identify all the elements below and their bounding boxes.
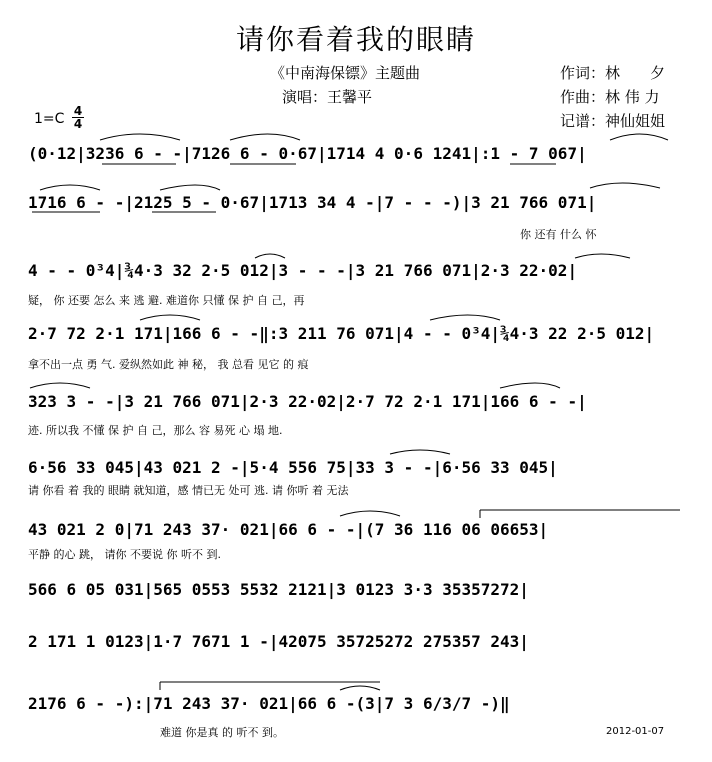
time-signature-bottom: 4 xyxy=(73,117,83,131)
tie-arc xyxy=(100,134,180,140)
score-row-6-lyrics: 请 你看 着 我的 眼睛 就知道，感 情已无 处可 逃. 请 你听 着 无法 xyxy=(28,484,349,497)
score-row-10-notes: 2176 6 - -):|71 243 37· 021|66 6 -(3|7 3 6/3/7 -)‖ xyxy=(28,694,510,713)
score-row-2-notes: 1716 6 - -|2125 5 - 0·67|1713 34 4 -|7 - - -)|3 21 766 071| xyxy=(28,193,597,212)
page-title: 请你看着我的眼睛 xyxy=(235,23,476,56)
score-row-9-notes: 2 171 1 0123|1·7 7671 1 -|42075 35725272 275357 243| xyxy=(28,632,529,651)
credit-transcriber: 记谱：神仙姐姐 xyxy=(560,112,666,130)
transcription-date: 2012-01-07 xyxy=(606,726,665,737)
score-row-10-lyrics: 难道 你是真 的 听不 到。 xyxy=(160,726,284,739)
tie-arc xyxy=(30,383,90,388)
tie-arc xyxy=(610,134,668,140)
tie-arc xyxy=(390,450,450,454)
score-row-2-lyrics: 你 还有 什么 怀 xyxy=(520,228,597,241)
tie-arc xyxy=(575,254,630,258)
tie-arc xyxy=(140,315,200,320)
score-row-4-notes: 2·7 72 2·1 171|166 6 - -‖:3 211 76 071|4 - - 0³4|¾4·3 22 2·5 012| xyxy=(28,324,655,343)
tie-arc xyxy=(40,185,100,190)
score-row-5-notes: 323 3 - -|3 21 766 071|2·3 22·02|2·7 72 2·1 171|166 6 - -| xyxy=(28,392,587,411)
time-signature-top: 4 xyxy=(73,104,83,118)
subtitle: 《中南海保镖》主题曲 xyxy=(270,64,421,82)
score-row-4-lyrics: 拿不出一点 勇 气. 爱纵然如此 神 秘， 我 总看 见它 的 痕 xyxy=(28,358,309,371)
score-row-5-lyrics: 迹. 所以我 不懂 保 护 自 己，那么 容 易死 心 塌 地. xyxy=(28,424,283,437)
tie-arc xyxy=(500,383,560,388)
tie-arc xyxy=(255,254,285,258)
tie-arc xyxy=(430,315,500,320)
tie-arc xyxy=(230,134,300,140)
key-signature: 1=C xyxy=(34,111,65,127)
score-row-7-notes: 43 021 2 0|71 243 37· 021|66 6 - -|(7 36 116 06 06653| xyxy=(28,520,549,539)
score-row-6-notes: 6·56 33 045|43 021 2 -|5·4 556 75|33 3 - -|6·56 33 045| xyxy=(28,458,558,477)
score-row-1-notes: (0·12|3236 6 - -|7126 6 - 0·67|1714 4 0·6 1241|:1 - 7 067| xyxy=(28,144,587,163)
score-row-3-notes: 4 - - 0³4|¾4·3 32 2·5 012|3 - - -|3 21 766 071|2·3 22·02| xyxy=(28,261,578,280)
tie-arc xyxy=(160,185,220,190)
score-row-7-lyrics: 平静 的心 跳， 请你 不要说 你 听不 到. xyxy=(28,548,221,561)
tie-arc xyxy=(590,183,660,188)
credit-composer: 作曲：林 伟 力 xyxy=(560,88,660,106)
score-row-8-notes: 566 6 05 031|565 0553 5532 2121|3 0123 3·3 35357272| xyxy=(28,580,529,599)
credit-lyricist: 作词：林 夕 xyxy=(560,64,666,82)
singer: 演唱：王馨平 xyxy=(282,88,373,106)
tie-arc xyxy=(340,686,380,690)
score-row-3-lyrics: 疑， 你 还要 怎么 来 逃 避. 难道你 只懂 保 护 自 己，再 xyxy=(28,294,305,307)
tie-arc xyxy=(340,511,400,516)
